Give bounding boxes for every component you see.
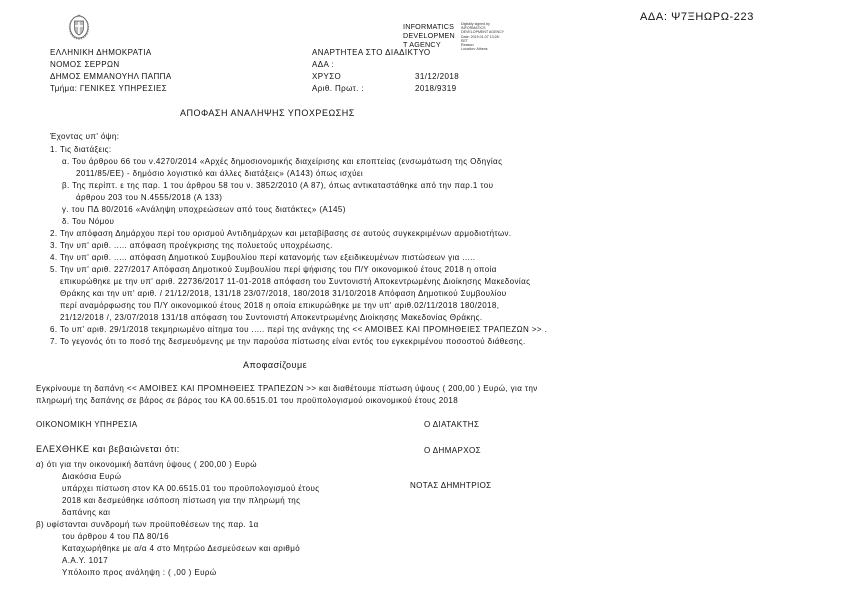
digital-stamp-line: DEVELOPMENT AGENCY [461,30,505,35]
digital-stamp-line: INFORMATICS [461,26,486,31]
consideration-line: Θράκης και την υπ' αριθ. / 21/12/2018, 131/18 23/07/2018, 180/2018 31/10/2018 Απόφαση Δημοτικού Συμβουλίου [60,289,507,298]
digital-stamp-line: Date: 2019.01.07 13:28: [461,34,500,39]
document-title: ΑΠΟΦΑΣΗ ΑΝΑΛΗΨΗΣ ΥΠΟΧΡΕΩΣΗΣ [180,108,355,118]
consideration-line: δ. Του Νόμου [62,217,115,226]
check-line: Υπόλοιπο προς ανάληψη : ( ,00 ) Ευρώ [62,568,217,577]
signature-agency-line: DEVELOPMEN [403,31,455,40]
authorizer-label: Ο ΔΙΑΤΑΚΤΗΣ [424,420,480,429]
digital-stamp-line: EET [461,38,468,43]
consideration-line: επικυρώθηκε με την υπ' αριθ. 22736/2017 11-01-2018 απόφαση του Συντονιστή Αποκεντρωμένης Διοίκησης Μακεδονίας [60,277,531,286]
check-line: Καταχωρήθηκε με α/α 4 στο Μητρώο Δεσμεύσεων και αριθμό [62,544,301,553]
header-ada-label: ΑΔΑ : [312,60,335,69]
check-line: Α.Α.Υ. 1017 [62,556,109,565]
consideration-line: 2. Την απόφαση Δημάρχου περί του ορισμού Αντιδημάρχων και μεταβίβασης σε αυτούς συγκεκριμένων αρμοδιοτήτων. [50,229,512,238]
consideration-line: περί αναμόρφωσης του Π/Υ οικονομικού έτους 2018 η οποία επικυρώθηκε με την υπ' αριθ.02/11/2018 180/2018, [60,301,500,310]
consideration-line: 7. Το γεγονός ότι το ποσό της δεσμευόμενης με την παρούσα πίστωσης είναι εντός του εγκεκριμένου ποσοστού διάθεσης. [50,337,526,346]
header-prefecture: ΝΟΜΟΣ ΣΕΡΡΩΝ [50,60,120,69]
consideration-line: 3. Την υπ' αριθ. ..... απόφαση προέγκρισης της πολυετούς υποχρέωσης. [50,241,333,250]
header-country: ΕΛΛΗΝΙΚΗ ΔΗΜΟΚΡΑΤΙΑ [50,48,152,57]
header-protocol-label: Αριθ. Πρωτ. : [312,84,365,93]
mayor-name: ΝΟΤΑΣ ΔΗΜΗΤΡΙΟΣ [410,481,492,490]
consideration-line: β. Της περίπτ. ε της παρ. 1 του άρθρου 58 του ν. 3852/2010 (Α 87), όπως αντικαταστάθηκε από την παρ.1 του [62,181,494,190]
signature-agency-line: INFORMATICS [403,22,455,31]
signature-agency-line: T AGENCY [403,40,441,49]
decision-heading: Αποφασίζουμε [243,360,308,370]
check-line: β) υφίστανται συνδρομή των προϋποθέσεων της παρ. 1α [36,520,259,529]
having-regard-heading: Έχοντας υπ' όψη: [50,132,120,141]
consideration-line: 21/12/2018 /, 23/07/2018 131/18 απόφαση του Συντονιστή Αποκεντρωμένης Διοίκησης Μακεδονίας Θράκης. [60,313,483,322]
mayor-label: Ο ΔΗΜΑΡΧΟΣ [424,446,481,455]
consideration-line: άρθρου 203 του Ν.4555/2018 (Α 133) [76,193,223,202]
header-protocol-value: 2018/9319 [415,84,457,93]
digital-stamp-line: Reason: [461,43,475,48]
check-line: α) ότι για την οικονομική δαπάνη ύψους ( 200,00 ) Ευρώ [36,460,257,469]
consideration-line: 6. Το υπ' αριθ. 29/1/2018 τεκμηριωμένο αίτημα του ..... περί της ανάγκης της << ΑΜΟΙΒΕΣ ΚΑΙ ΠΡΟΜΗΘΕΙΕΣ ΤΡΑΠΕΖΩΝ >> . [50,325,548,334]
consideration-line: α. Του άρθρου 66 του ν.4270/2014 «Αρχές δημοσιονομικής διαχείρισης και εποπτείας (ενσωμάτωση της Οδηγίας [62,157,503,166]
digital-signature-stamp [461,22,504,51]
header-place-label: ΧΡΥΣΟ [312,72,342,81]
consideration-line: 5. Την υπ' αριθ. 227/2017 Απόφαση Δημοτικού Συμβουλίου περί ψήφισης του Π/Υ οικονομικού έτους 2018 η οποία [50,265,497,274]
check-line: υπάρχει πίστωση στον ΚΑ 00.6515.01 του προϋπολογισμού έτους [62,484,320,493]
finance-service-label: ΟΙΚΟΝΟΜΙΚΗ ΥΠΗΡΕΣΙΑ [36,420,138,429]
approval-text-line: Εγκρίνουμε τη δαπάνη << ΑΜΟΙΒΕΣ ΚΑΙ ΠΡΟΜΗΘΕΙΕΣ ΤΡΑΠΕΖΩΝ >> και διαθέτουμε πίστωση ύψους ( 200,00 ) Ευρώ, για την [36,384,538,393]
header-department: Τμήμα: ΓΕΝΙΚΕΣ ΥΠΗΡΕΣΙΕΣ [50,84,168,93]
consideration-line: 4. Την υπ' αριθ. ..... απόφαση Δημοτικού Συμβουλίου περί κατανομής των εξειδικευμένων πιστώσεων για ..... [50,253,476,262]
digital-stamp-line: Location: Athens [461,47,488,52]
consideration-line: γ. του ΠΔ 80/2016 «Ανάληψη υποχρεώσεων από τους διατάκτες» (Α145) [62,205,346,214]
check-line: 2018 και δεσμεύθηκε ισόποση πίστωση για την πληρωμή της [62,496,301,505]
check-line: Διακόσια Ευρώ [62,472,122,481]
ada-code: ΑΔΑ: Ψ7ΞΗΩΡΩ-223 [640,11,754,23]
consideration-line: 1. Τις διατάξεις: [50,145,112,154]
check-line: δαπάνης και [62,508,111,517]
check-line: του άρθρου 4 του ΠΔ 80/16 [62,532,170,541]
header-publish-label: ΑΝΑΡΤΗΤΕΑ ΣΤΟ ΔΙΑΔΙΚΤΥΟ [312,48,431,57]
consideration-line: 2011/85/ΕΕ) - δημόσιο λογιστικό και άλλες διατάξεις» (Α143) όπως ισχύει [76,169,364,178]
header-date-value: 31/12/2018 [415,72,460,81]
digital-stamp-line: Digitally signed by [461,22,490,26]
header-municipality: ΔΗΜΟΣ ΕΜΜΑΝΟΥΗΛ ΠΑΠΠΑ [50,72,172,81]
approval-text-line: πληρωμή της δαπάνης σε βάρος σε βάρος του ΚΑ 00.6515.01 του προϋπολογισμού οικονομικού έτους 2018 [36,396,459,405]
checked-heading: ΕΛΕΧΘΗΚΕ και βεβαιώνεται ότι: [36,444,180,454]
greek-emblem-icon [66,13,92,41]
